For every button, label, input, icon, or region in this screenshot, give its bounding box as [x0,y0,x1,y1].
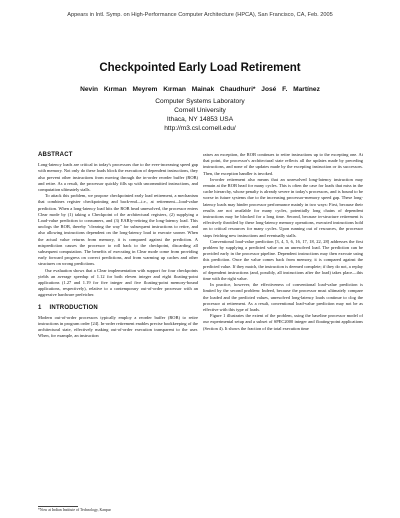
abstract-heading: ABSTRACT [38,152,73,158]
section-title: INTRODUCTION [49,304,98,311]
left-column [38,152,198,340]
body-paragraph: raises an exception, the ROB continues to retire instructions up to the excepting one. At that point, the processor's architectural state reflects all the updates made by preceding instructions, and none of the updates made by the excepting instruction or its successors. Then, the exception handler is invoked. [203,152,363,176]
paper-title: Checkpointed Early Load Retirement [99,62,301,74]
abstract-paragraph: Our evaluation shows that a Clear implementation with support for four checkpoints yields an average speedup of 1.12 for both eleven integer and eight floating-point applications (1.27 and 1.19 for five integer and five floating-point memory-bound applications, respectively), relative to a contemporary out-of-order processor with an aggressive hardware prefetcher. [38,267,198,298]
affiliation-university: Cornell University [174,107,226,114]
affiliation-block [0,97,400,133]
right-column [203,152,363,332]
footnote: *Now at Indian Institute of Technology, Kanpur [38,508,111,512]
introduction-heading [38,305,198,311]
abstract-paragraph: To attack this problem, we propose checkpointed early load retirement, a mechanism that combines register checkpointing and back-end—i.e., at retirement—load-value prediction. When a long-latency load hits the ROB head unresolved, the processor enters Clear mode by (1) taking a Checkpoint of the architectural registers, (2) supplying a Load-value prediction to consumers, and (3) EARly-retiring the long-latency load. This unclogs the ROB, thereby "clearing the way" for subsequent instructions to retire, and also allowing instructions dependent on the long-latency load to execute sooner. When the actual value returns from memory, it is compared against the prediction. A misprediction causes the processor to roll back to the checkpoint, discarding all subsequent computation. The benefits of executing in Clear mode come from providing early forward progress on correct predictions, and from warming up caches and other structures on wrong predictions. [38,193,198,267]
body-paragraph: Conventional load-value prediction [3, 4, 5, 6, 16, 17, 18, 22, 28] addresses the first problem by supplying a predicted value on an unresolved load. The prediction can be provided early in the processor pipeline. Dependent instructions may then execute using this prediction. Once the value comes back from memory, it is compared against the predicted value. If they match, the instruction is deemed complete; if they do not, a replay of dependent instructions (and, possibly, all instructions after the load) takes place—this time with the right value. [203,238,363,282]
affiliation-lab: Computer Systems Laboratory [155,98,245,105]
body-paragraph: In practice, however, the effectiveness of conventional load-value prediction is limited by the second problem: Indeed, because the processor must ultimately compare the loaded and the predicted values, unresolved long-latency loads continue to clog the processor at retirement. As a result, conventional load-value prediction may not be as effective with this type of loads. [203,282,363,313]
author-list: Nevin Kırman Meyrem Kırman Mainak Chaudhuri* José F. Martínez [80,86,320,93]
running-head: Appears in Intl. Symp. on High-Performance Computer Architecture (HPCA), San Francisco, CA, Feb. 2005 [67,12,333,18]
section-number: 1 [38,304,42,311]
affiliation-address: Ithaca, NY 14853 USA [166,116,234,123]
body-paragraph: Figure 1 illustrates the extent of the problem, using the baseline processor model of our experimental setup and a subset of SPEC2000 integer and floating-point applications (Section 4). It shows the fraction of the total execution time [203,313,363,331]
body-paragraph: In-order retirement also means that an unresolved long-latency instruction may remain at the ROB head for many cycles. This is often the case for loads that miss in the cache hierarchy, whose penalty is already severe in today's processors, and is bound to be worse in future systems due to the increasing processor-memory speed gap. These long-latency loads may hinder processor performance mainly in two ways: First, because their results are not available for many cycles, potentially long chains of dependent instructions may be blocked for a long time. Second, because in-structure retirement is effectively throttled by these long-latency memory operations, executed instructions hold on to critical resources for many cycles. Upon running out of resources, the processor stops fetching new instructions and eventually stalls. [203,176,363,238]
abstract-paragraph: Long-latency loads are critical in today's processors due to the ever-increasing speed gap with memory. Not only do these loads block the execution of dependent instructions, they also prevent other instructions from moving through the in-order reorder buffer (ROB) and retire. As a result, the processor quickly fills up with uncommitted instructions, and computation ultimately stalls. [38,162,198,193]
footnote-rule [38,506,78,507]
affiliation-url[interactable]: http://m3.csl.cornell.edu/ [164,125,236,132]
intro-paragraph: Modern out-of-order processors typically employ a reorder buffer (ROB) to retire instructions in program order [24]. In-order retirement enables precise bookkeeping of the architectural state, effectively making out-of-order execution transparent to the user. When, for example, an instruction [38,314,198,339]
